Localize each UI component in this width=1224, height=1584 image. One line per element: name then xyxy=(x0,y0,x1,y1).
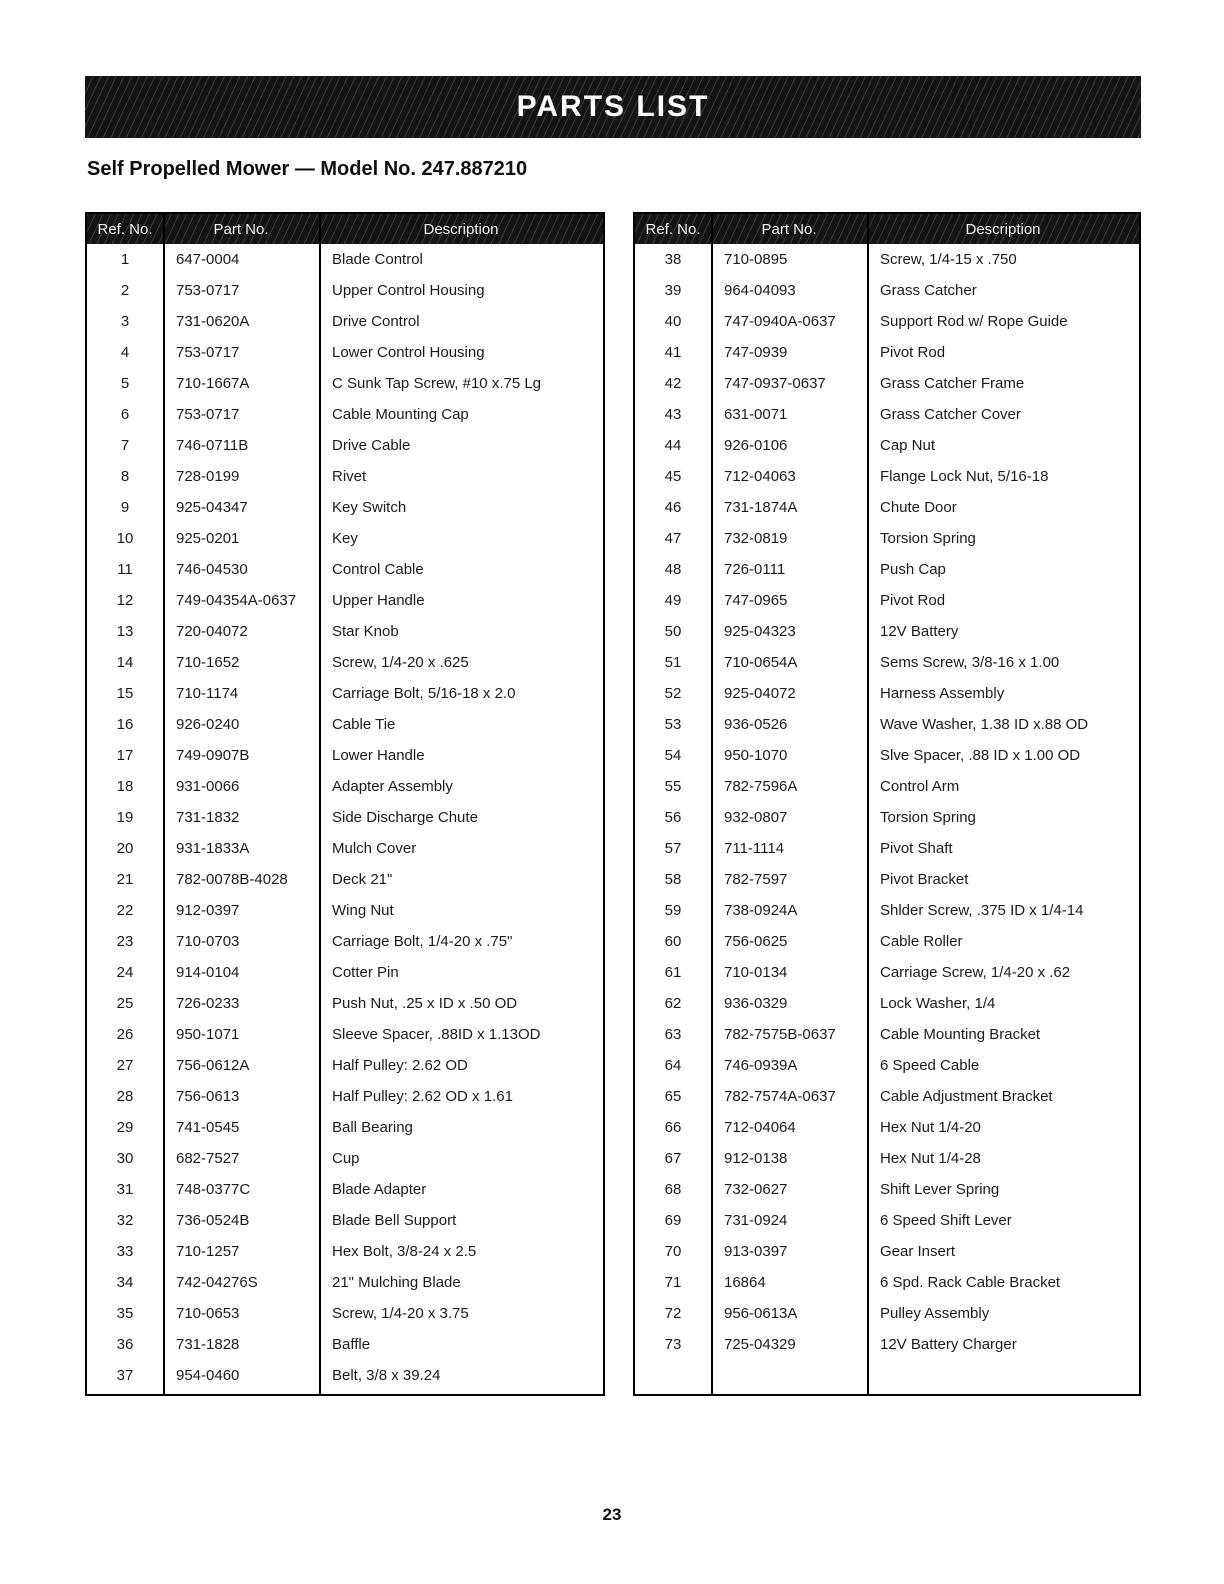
description-cell: Star Knob xyxy=(332,623,399,640)
ref-no-cell: 20 xyxy=(116,840,134,857)
ref-no-cell: 7 xyxy=(120,437,130,454)
ref-no-cell: 51 xyxy=(664,654,682,671)
ref-no-cell: 18 xyxy=(116,778,134,795)
part-no-cell: 912-0397 xyxy=(176,902,240,919)
column-header-description: Description xyxy=(867,214,1139,244)
description-cell: Hex Nut 1/4-28 xyxy=(880,1150,981,1167)
part-no-cell: 925-04347 xyxy=(176,499,248,516)
ref-no-cell: 36 xyxy=(116,1336,134,1353)
ref-no-cell: 62 xyxy=(664,995,682,1012)
ref-no-cell: 33 xyxy=(116,1243,134,1260)
part-no-cell: 711-1114 xyxy=(724,840,785,857)
part-no-cell: 712-04064 xyxy=(724,1119,796,1136)
description-cell: Key xyxy=(332,530,358,547)
part-no-cell: 647-0004 xyxy=(176,251,240,268)
ref-no-cell: 66 xyxy=(664,1119,682,1136)
part-no-cell: 746-04530 xyxy=(176,561,248,578)
part-no-cell: 746-0939A xyxy=(724,1057,798,1074)
ref-no-cell: 60 xyxy=(664,933,682,950)
ref-no-cell: 1 xyxy=(120,251,130,268)
description-cell: C Sunk Tap Screw, #10 x.75 Lg xyxy=(332,375,542,392)
part-no-cell: 954-0460 xyxy=(176,1367,240,1384)
column-header-ref-no: Ref. No. xyxy=(87,214,163,244)
description-cell: Half Pulley: 2.62 OD x 1.61 xyxy=(332,1088,513,1105)
description-cell: Belt, 3/8 x 39.24 xyxy=(332,1367,441,1384)
part-no-cell: 728-0199 xyxy=(176,468,240,485)
column-divider xyxy=(163,214,165,1394)
ref-no-cell: 4 xyxy=(120,344,130,361)
column-header-ref-no: Ref. No. xyxy=(635,214,711,244)
ref-no-cell: 56 xyxy=(664,809,682,826)
ref-no-cell: 63 xyxy=(664,1026,682,1043)
description-cell: Pulley Assembly xyxy=(880,1305,990,1322)
description-cell: Flange Lock Nut, 5/16-18 xyxy=(880,468,1049,485)
part-no-cell: 710-0653 xyxy=(176,1305,240,1322)
ref-no-cell: 68 xyxy=(664,1181,682,1198)
ref-no-cell: 65 xyxy=(664,1088,682,1105)
ref-no-cell: 26 xyxy=(116,1026,134,1043)
part-no-cell: 16864 xyxy=(724,1274,766,1291)
part-no-cell: 747-0965 xyxy=(724,592,788,609)
part-no-cell: 710-1174 xyxy=(176,685,239,702)
description-cell: Shlder Screw, .375 ID x 1/4-14 xyxy=(880,902,1084,919)
ref-no-cell: 40 xyxy=(664,313,682,330)
description-cell: 6 Speed Cable xyxy=(880,1057,980,1074)
page-number: 23 xyxy=(602,1505,622,1524)
description-cell: Chute Door xyxy=(880,499,957,516)
part-no-cell: 926-0240 xyxy=(176,716,240,733)
ref-no-cell: 39 xyxy=(664,282,682,299)
page-title: Self Propelled Mower — Model No. 247.887210 xyxy=(87,158,528,180)
description-cell: 6 Speed Shift Lever xyxy=(880,1212,1012,1229)
part-no-cell: 756-0612A xyxy=(176,1057,250,1074)
description-cell: Screw, 1/4-20 x 3.75 xyxy=(332,1305,469,1322)
ref-no-cell: 22 xyxy=(116,902,134,919)
part-no-cell: 749-0907B xyxy=(176,747,250,764)
ref-no-cell: 73 xyxy=(664,1336,682,1353)
ref-no-cell: 42 xyxy=(664,375,682,392)
ref-no-cell: 9 xyxy=(120,499,130,516)
ref-no-cell: 49 xyxy=(664,592,682,609)
description-cell: Cap Nut xyxy=(880,437,936,454)
part-no-cell: 710-1652 xyxy=(176,654,240,671)
description-cell: Slve Spacer, .88 ID x 1.00 OD xyxy=(880,747,1081,764)
ref-no-cell: 46 xyxy=(664,499,682,516)
ref-no-cell: 2 xyxy=(120,282,130,299)
parts-table-right xyxy=(633,212,1141,1396)
description-cell: Blade Bell Support xyxy=(332,1212,457,1229)
description-cell: Screw, 1/4-15 x .750 xyxy=(880,251,1017,268)
ref-no-cell: 29 xyxy=(116,1119,134,1136)
parts-table-left xyxy=(85,212,605,1396)
ref-no-cell: 71 xyxy=(664,1274,682,1291)
description-cell: Sleeve Spacer, .88ID x 1.13OD xyxy=(332,1026,541,1043)
column-divider xyxy=(711,214,713,1394)
description-cell: Cable Tie xyxy=(332,716,396,733)
part-no-cell: 782-7574A-0637 xyxy=(724,1088,836,1105)
part-no-cell: 925-0201 xyxy=(176,530,240,547)
part-no-cell: 753-0717 xyxy=(176,344,240,361)
ref-no-cell: 52 xyxy=(664,685,682,702)
part-no-cell: 710-0134 xyxy=(724,964,788,981)
description-cell: Hex Bolt, 3/8-24 x 2.5 xyxy=(332,1243,477,1260)
description-cell: Torsion Spring xyxy=(880,809,976,826)
description-cell: Lock Washer, 1/4 xyxy=(880,995,996,1012)
description-cell: 12V Battery Charger xyxy=(880,1336,1017,1353)
description-cell: Screw, 1/4-20 x .625 xyxy=(332,654,469,671)
description-cell: Shift Lever Spring xyxy=(880,1181,1000,1198)
part-no-cell: 782-7597 xyxy=(724,871,788,888)
ref-no-cell: 12 xyxy=(116,592,134,609)
description-cell: Carriage Screw, 1/4-20 x .62 xyxy=(880,964,1071,981)
part-no-cell: 712-04063 xyxy=(724,468,796,485)
ref-no-cell: 23 xyxy=(116,933,134,950)
ref-no-cell: 53 xyxy=(664,716,682,733)
ref-no-cell: 43 xyxy=(664,406,682,423)
description-cell: Grass Catcher Frame xyxy=(880,375,1025,392)
part-no-cell: 753-0717 xyxy=(176,282,240,299)
part-no-cell: 931-1833A xyxy=(176,840,250,857)
description-cell: Pivot Bracket xyxy=(880,871,969,888)
description-cell: Wing Nut xyxy=(332,902,394,919)
description-cell: Push Cap xyxy=(880,561,946,578)
ref-no-cell: 3 xyxy=(120,313,130,330)
ref-no-cell: 35 xyxy=(116,1305,134,1322)
description-cell: Cable Mounting Cap xyxy=(332,406,469,423)
part-no-cell: 710-0654A xyxy=(724,654,798,671)
ref-no-cell: 11 xyxy=(117,561,133,578)
description-cell: 6 Spd. Rack Cable Bracket xyxy=(880,1274,1061,1291)
part-no-cell: 914-0104 xyxy=(176,964,240,981)
part-no-cell: 956-0613A xyxy=(724,1305,798,1322)
description-cell: Baffle xyxy=(332,1336,371,1353)
part-no-cell: 782-7596A xyxy=(724,778,798,795)
banner-title: PARTS LIST xyxy=(516,90,710,123)
part-no-cell: 950-1070 xyxy=(724,747,788,764)
ref-no-cell: 10 xyxy=(116,530,134,547)
parts-tables xyxy=(85,212,1141,1396)
ref-no-cell: 72 xyxy=(664,1305,682,1322)
description-cell: Carriage Bolt, 5/16-18 x 2.0 xyxy=(332,685,516,702)
part-no-cell: 682-7527 xyxy=(176,1150,240,1167)
description-cell: Key Switch xyxy=(332,499,407,516)
part-no-cell: 741-0545 xyxy=(176,1119,240,1136)
ref-no-cell: 55 xyxy=(664,778,682,795)
part-no-cell: 756-0613 xyxy=(176,1088,240,1105)
part-no-cell: 732-0819 xyxy=(724,530,788,547)
description-cell: Grass Catcher Cover xyxy=(880,406,1021,423)
column-header-part-no: Part No. xyxy=(711,214,867,244)
part-no-cell: 747-0937-0637 xyxy=(724,375,826,392)
part-no-cell: 731-0924 xyxy=(724,1212,788,1229)
description-cell: 12V Battery xyxy=(880,623,959,640)
ref-no-cell: 64 xyxy=(664,1057,682,1074)
ref-no-cell: 34 xyxy=(116,1274,134,1291)
ref-no-cell: 59 xyxy=(664,902,682,919)
part-no-cell: 731-1874A xyxy=(724,499,798,516)
description-cell: Support Rod w/ Rope Guide xyxy=(880,313,1068,330)
ref-no-cell: 27 xyxy=(116,1057,134,1074)
ref-no-cell: 41 xyxy=(664,344,682,361)
column-header-part-no: Part No. xyxy=(163,214,319,244)
part-no-cell: 747-0939 xyxy=(724,344,788,361)
description-cell: Wave Washer, 1.38 ID x.88 OD xyxy=(880,716,1089,733)
part-no-cell: 631-0071 xyxy=(724,406,788,423)
part-no-cell: 932-0807 xyxy=(724,809,788,826)
description-cell: Drive Control xyxy=(332,313,420,330)
description-cell: Hex Nut 1/4-20 xyxy=(880,1119,981,1136)
part-no-cell: 731-1828 xyxy=(176,1336,240,1353)
description-cell: Push Nut, .25 x ID x .50 OD xyxy=(332,995,518,1012)
ref-no-cell: 38 xyxy=(664,251,682,268)
ref-no-cell: 19 xyxy=(116,809,134,826)
part-no-cell: 912-0138 xyxy=(724,1150,788,1167)
description-cell: Blade Adapter xyxy=(332,1181,427,1198)
part-no-cell: 964-04093 xyxy=(724,282,796,299)
part-no-cell: 950-1071 xyxy=(176,1026,240,1043)
ref-no-cell: 44 xyxy=(664,437,682,454)
description-cell: Carriage Bolt, 1/4-20 x .75" xyxy=(332,933,513,950)
part-no-cell: 742-04276S xyxy=(176,1274,258,1291)
ref-no-cell: 30 xyxy=(116,1150,134,1167)
ref-no-cell: 54 xyxy=(664,747,682,764)
part-no-cell: 936-0329 xyxy=(724,995,788,1012)
ref-no-cell: 21 xyxy=(116,871,134,888)
part-no-cell: 738-0924A xyxy=(724,902,798,919)
ref-no-cell: 32 xyxy=(116,1212,134,1229)
part-no-cell: 782-7575B-0637 xyxy=(724,1026,836,1043)
description-cell: Cable Mounting Bracket xyxy=(880,1026,1041,1043)
part-no-cell: 913-0397 xyxy=(724,1243,788,1260)
part-no-cell: 931-0066 xyxy=(176,778,240,795)
description-cell: Lower Control Housing xyxy=(332,344,485,361)
description-cell: Adapter Assembly xyxy=(332,778,453,795)
description-cell: Pivot Rod xyxy=(880,344,946,361)
ref-no-cell: 69 xyxy=(664,1212,682,1229)
part-no-cell: 753-0717 xyxy=(176,406,240,423)
ref-no-cell: 48 xyxy=(664,561,682,578)
description-cell: Rivet xyxy=(332,468,367,485)
column-divider xyxy=(867,214,869,1394)
ref-no-cell: 45 xyxy=(664,468,682,485)
description-cell: Cup xyxy=(332,1150,360,1167)
description-cell: Upper Control Housing xyxy=(332,282,485,299)
part-no-cell: 926-0106 xyxy=(724,437,788,454)
description-cell: Cotter Pin xyxy=(332,964,399,981)
part-no-cell: 726-0233 xyxy=(176,995,240,1012)
part-no-cell: 736-0524B xyxy=(176,1212,250,1229)
description-cell: Harness Assembly xyxy=(880,685,1005,702)
ref-no-cell: 6 xyxy=(120,406,130,423)
description-cell: Control Arm xyxy=(880,778,960,795)
description-cell: Drive Cable xyxy=(332,437,411,454)
part-no-cell: 749-04354A-0637 xyxy=(176,592,297,609)
part-no-cell: 756-0625 xyxy=(724,933,788,950)
description-cell: Cable Adjustment Bracket xyxy=(880,1088,1053,1105)
description-cell: Side Discharge Chute xyxy=(332,809,478,826)
description-cell: Pivot Rod xyxy=(880,592,946,609)
ref-no-cell: 37 xyxy=(116,1367,134,1384)
ref-no-cell: 13 xyxy=(116,623,134,640)
part-no-cell: 782-0078B-4028 xyxy=(176,871,288,888)
part-no-cell: 720-04072 xyxy=(176,623,248,640)
ref-no-cell: 15 xyxy=(116,685,134,702)
column-divider xyxy=(319,214,321,1394)
description-cell: Deck 21" xyxy=(332,871,393,888)
part-no-cell: 748-0377C xyxy=(176,1181,251,1198)
description-cell: Half Pulley: 2.62 OD xyxy=(332,1057,468,1074)
parts-list-banner xyxy=(85,76,1141,138)
description-cell: Lower Handle xyxy=(332,747,425,764)
ref-no-cell: 14 xyxy=(116,654,134,671)
ref-no-cell: 8 xyxy=(120,468,130,485)
description-cell: Upper Handle xyxy=(332,592,425,609)
ref-no-cell: 70 xyxy=(664,1243,682,1260)
description-cell: Torsion Spring xyxy=(880,530,976,547)
ref-no-cell: 25 xyxy=(116,995,134,1012)
ref-no-cell: 5 xyxy=(120,375,130,392)
column-header-description: Description xyxy=(319,214,603,244)
part-no-cell: 710-1667A xyxy=(176,375,250,392)
description-cell: Blade Control xyxy=(332,251,423,268)
ref-no-cell: 57 xyxy=(664,840,682,857)
ref-no-cell: 24 xyxy=(116,964,134,981)
part-no-cell: 925-04072 xyxy=(724,685,796,702)
part-no-cell: 747-0940A-0637 xyxy=(724,313,836,330)
ref-no-cell: 28 xyxy=(116,1088,134,1105)
ref-no-cell: 61 xyxy=(664,964,682,981)
part-no-cell: 710-0703 xyxy=(176,933,240,950)
description-cell: Gear Insert xyxy=(880,1243,956,1260)
part-no-cell: 725-04329 xyxy=(724,1336,796,1353)
description-cell: Mulch Cover xyxy=(332,840,417,857)
ref-no-cell: 67 xyxy=(664,1150,682,1167)
description-cell: Cable Roller xyxy=(880,933,963,950)
part-no-cell: 732-0627 xyxy=(724,1181,788,1198)
part-no-cell: 726-0111 xyxy=(724,561,786,578)
description-cell: 21" Mulching Blade xyxy=(332,1274,461,1291)
part-no-cell: 746-0711B xyxy=(176,437,249,454)
part-no-cell: 731-0620A xyxy=(176,313,250,330)
part-no-cell: 731-1832 xyxy=(176,809,240,826)
ref-no-cell: 16 xyxy=(116,716,134,733)
part-no-cell: 925-04323 xyxy=(724,623,796,640)
description-cell: Ball Bearing xyxy=(332,1119,413,1136)
ref-no-cell: 58 xyxy=(664,871,682,888)
description-cell: Control Cable xyxy=(332,561,424,578)
part-no-cell: 936-0526 xyxy=(724,716,788,733)
part-no-cell: 710-1257 xyxy=(176,1243,240,1260)
description-cell: Pivot Shaft xyxy=(880,840,953,857)
ref-no-cell: 31 xyxy=(116,1181,134,1198)
description-cell: Grass Catcher xyxy=(880,282,977,299)
ref-no-cell: 17 xyxy=(116,747,134,764)
ref-no-cell: 50 xyxy=(664,623,682,640)
ref-no-cell: 47 xyxy=(664,530,682,547)
part-no-cell: 710-0895 xyxy=(724,251,788,268)
description-cell: Sems Screw, 3/8-16 x 1.00 xyxy=(880,654,1060,671)
